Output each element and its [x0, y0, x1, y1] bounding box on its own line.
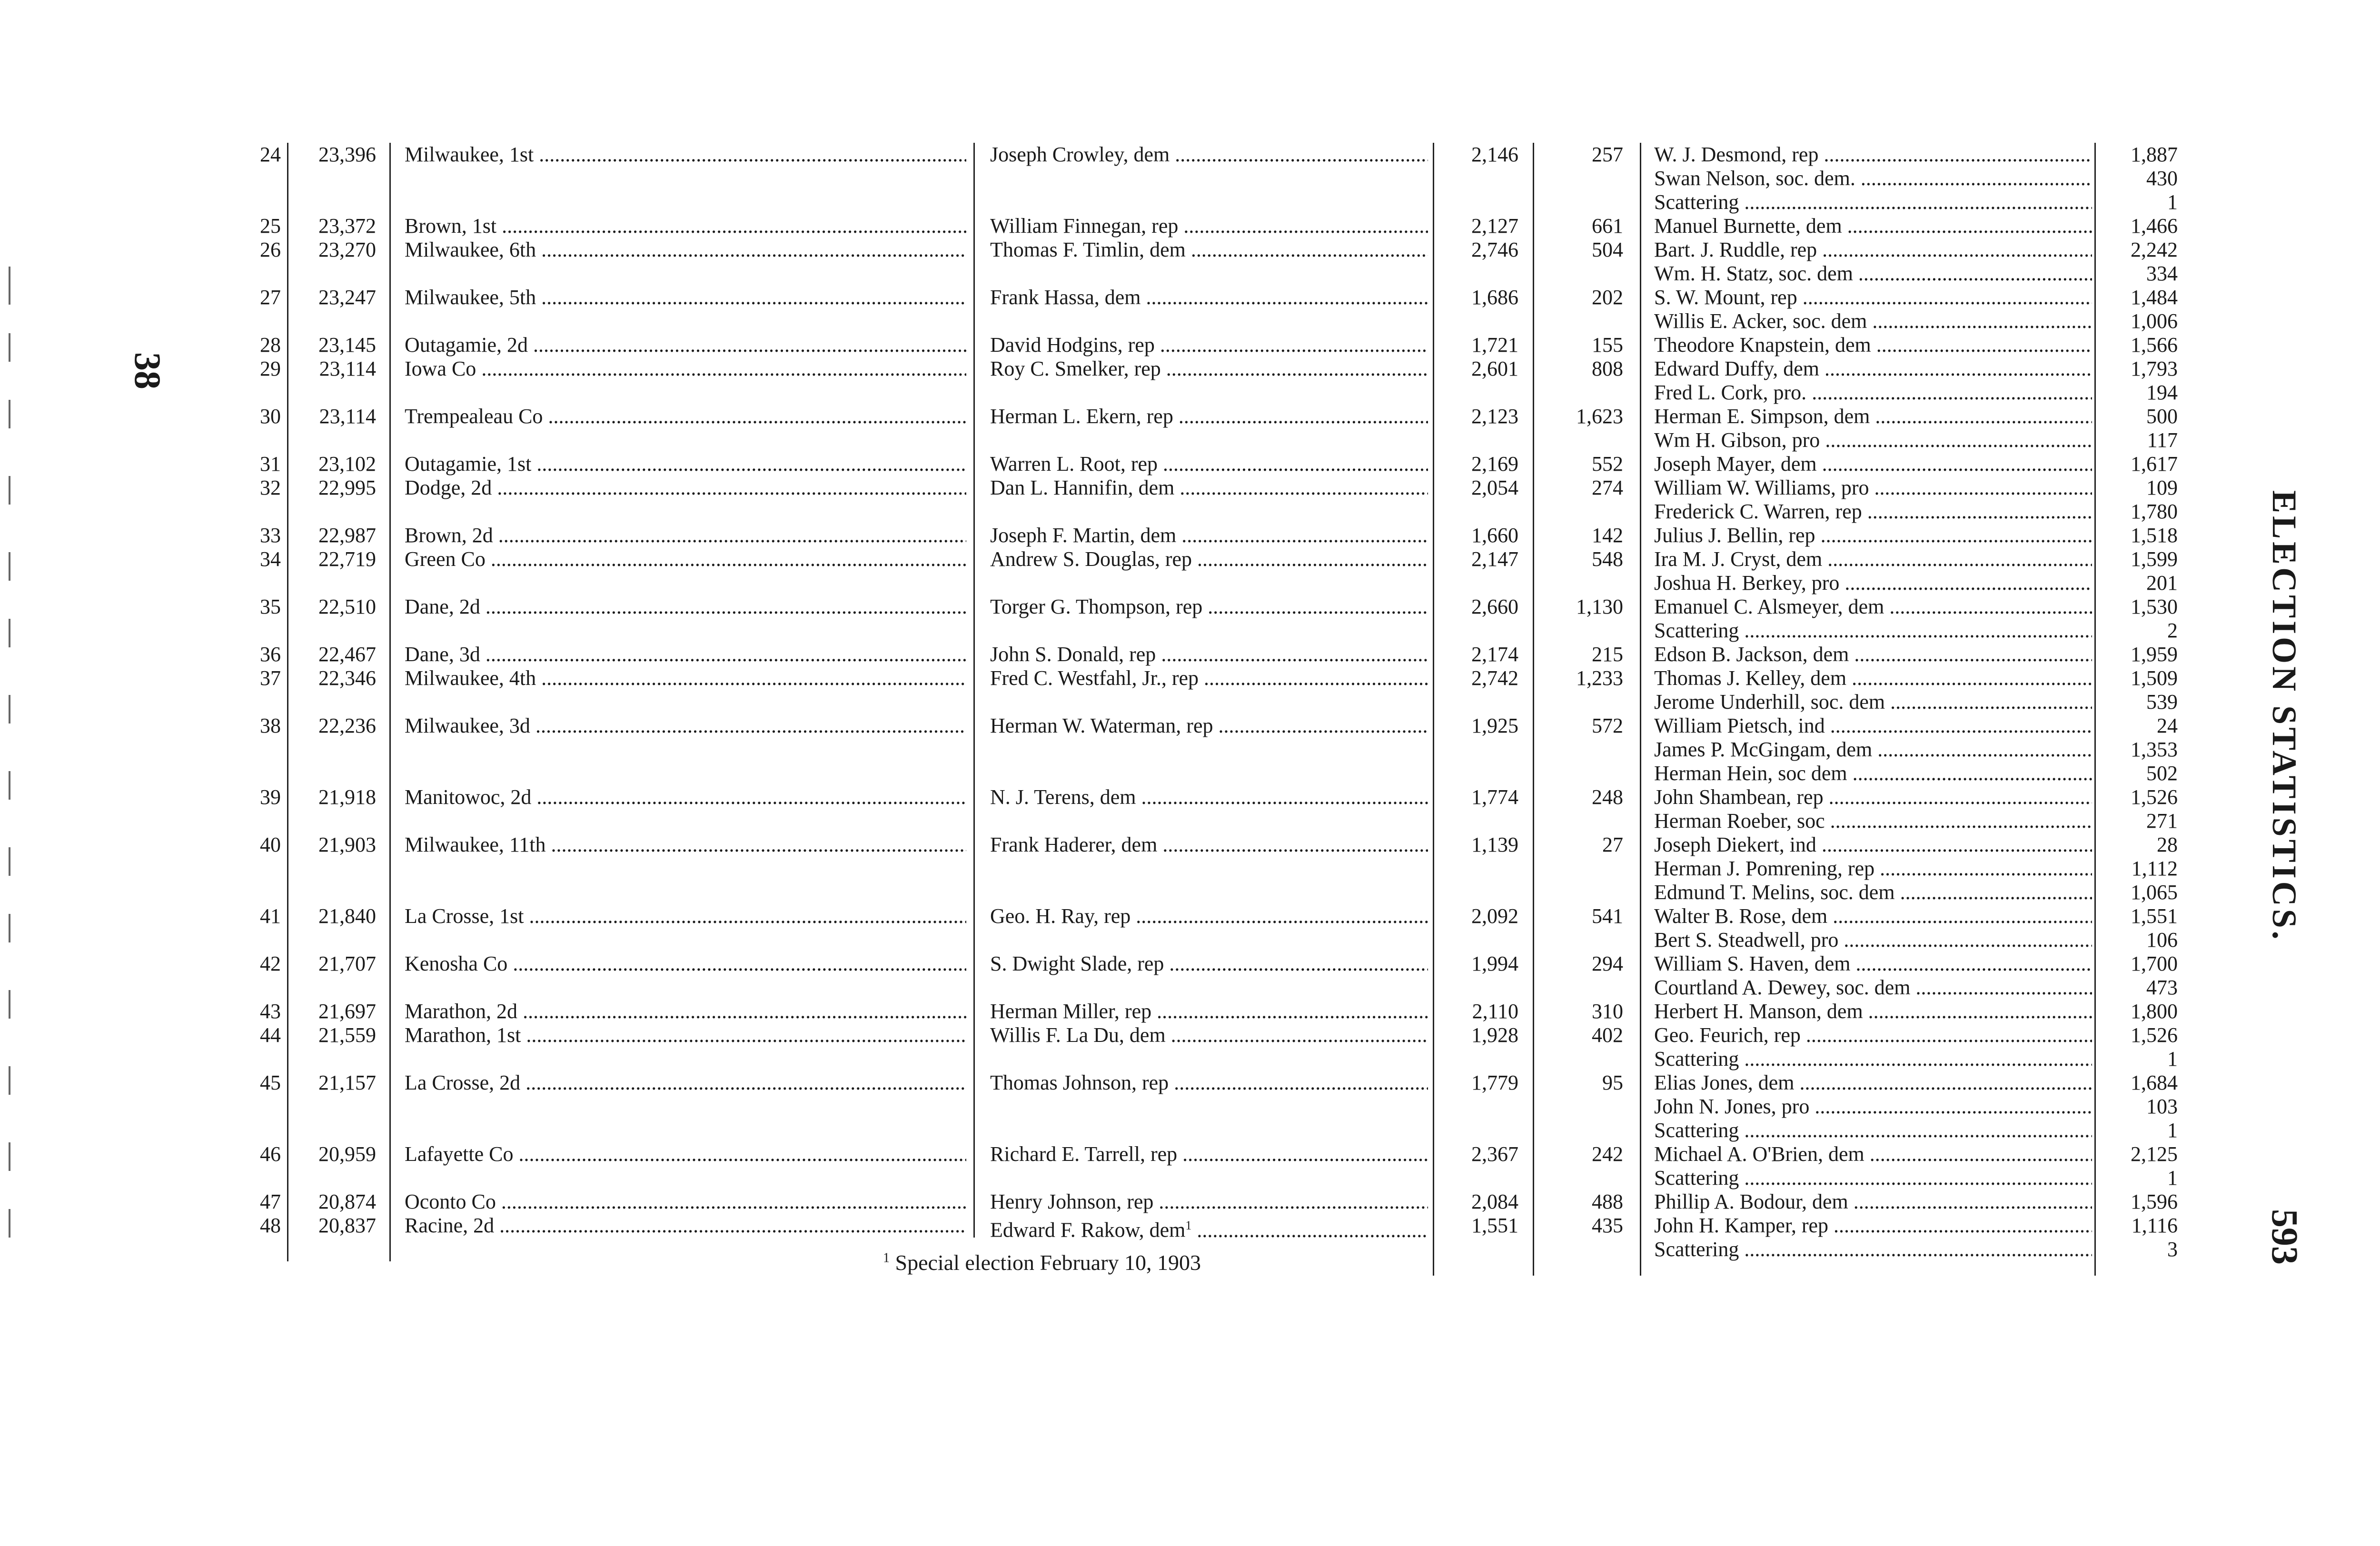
other-candidate: Phillip A. Bodour, dem .....: [1654, 1190, 2092, 1214]
row-rank: 48: [260, 1214, 281, 1237]
other-candidate-votes: 1,959: [2131, 643, 2178, 666]
other-candidate: Thomas J. Kelley, dem .....: [1654, 666, 2092, 690]
row-rank: 29: [260, 357, 281, 380]
row-population: 21,559: [318, 1023, 376, 1047]
row-population: 21,707: [318, 952, 376, 975]
row-plurality: 215: [1592, 643, 1623, 666]
other-candidate-votes: 1,700: [2131, 952, 2178, 975]
other-candidate-votes: 1,684: [2131, 1071, 2178, 1094]
row-population: 23,270: [318, 238, 376, 261]
other-candidate-votes: 1,116: [2131, 1214, 2178, 1237]
row-winner: Herman L. Ekern, rep .....: [990, 405, 1428, 428]
row-winner: Frank Haderer, dem .....: [990, 833, 1428, 857]
row-rank: 41: [260, 904, 281, 928]
other-candidate: Scattering .....: [1654, 1166, 2092, 1190]
row-rank: 42: [260, 952, 281, 975]
row-population: 21,918: [318, 785, 376, 809]
row-rank: 40: [260, 833, 281, 856]
row-rank: 26: [260, 238, 281, 261]
row-population: 22,719: [318, 547, 376, 571]
row-winner: Andrew S. Douglas, rep .....: [990, 547, 1428, 571]
other-candidate: Edward Duffy, dem .....: [1654, 357, 2092, 381]
row-district: Green Co .....: [405, 547, 966, 571]
row-winner-votes: 2,054: [1471, 476, 1518, 499]
row-plurality: 248: [1592, 785, 1623, 809]
row-winner: Warren L. Root, rep .....: [990, 452, 1428, 476]
margin-mark: [9, 847, 10, 876]
row-population: 21,157: [318, 1071, 376, 1094]
other-candidate: Scattering .....: [1654, 1119, 2092, 1142]
winner-footnote-marker: 1: [1185, 1219, 1192, 1232]
row-rank: 35: [260, 595, 281, 618]
row-rank: 34: [260, 547, 281, 571]
other-candidate-votes: 3: [2167, 1238, 2178, 1261]
row-winner: Torger G. Thompson, rep .....: [990, 595, 1428, 619]
other-candidate-votes: 103: [2146, 1095, 2178, 1118]
row-plurality: 257: [1592, 143, 1623, 166]
row-winner: Herman Miller, rep .....: [990, 1000, 1428, 1023]
other-candidate: Herman E. Simpson, dem .....: [1654, 405, 2092, 428]
other-candidate: Wm H. Gibson, pro .....: [1654, 428, 2092, 452]
row-plurality: 1,623: [1576, 405, 1623, 428]
margin-mark: [9, 1066, 10, 1095]
row-winner-votes: 2,084: [1471, 1190, 1518, 1213]
other-candidate-votes: 2: [2167, 619, 2178, 642]
other-candidate: Frederick C. Warren, rep .....: [1654, 500, 2092, 524]
other-candidate: Joseph Mayer, dem .....: [1654, 452, 2092, 476]
row-rank: 24: [260, 143, 281, 166]
row-district: Brown, 2d .....: [405, 524, 966, 547]
other-candidate: William W. Williams, pro .....: [1654, 476, 2092, 500]
row-winner-votes: 2,742: [1471, 666, 1518, 690]
other-candidate: John N. Jones, pro .....: [1654, 1095, 2092, 1119]
row-population: 23,247: [318, 286, 376, 309]
row-plurality: 661: [1592, 214, 1623, 238]
row-winner-votes: 1,721: [1471, 333, 1518, 357]
right-page-number: 593: [2264, 1209, 2306, 1265]
other-candidate: Herman Hein, soc dem .....: [1654, 762, 2092, 785]
row-plurality: 95: [1602, 1071, 1623, 1094]
row-plurality: 142: [1592, 524, 1623, 547]
row-plurality: 274: [1592, 476, 1623, 499]
row-rank: 32: [260, 476, 281, 499]
other-candidate: Bert S. Steadwell, pro .....: [1654, 928, 2092, 952]
row-district: Marathon, 2d .....: [405, 1000, 966, 1023]
row-district: Milwaukee, 6th .....: [405, 238, 966, 262]
row-winner: Joseph F. Martin, dem .....: [990, 524, 1428, 547]
other-candidate: Wm. H. Statz, soc. dem .....: [1654, 262, 2092, 286]
other-candidate-votes: 539: [2146, 690, 2178, 714]
row-winner-votes: 2,174: [1471, 643, 1518, 666]
other-candidate-votes: 1,793: [2131, 357, 2178, 380]
row-winner-votes: 2,123: [1471, 405, 1518, 428]
other-candidate: Herman Roeber, soc .....: [1654, 809, 2092, 833]
other-candidate: Ira M. J. Cryst, dem .....: [1654, 547, 2092, 571]
row-plurality: 435: [1592, 1214, 1623, 1237]
row-plurality: 310: [1592, 1000, 1623, 1023]
left-page-number: 38: [127, 352, 169, 389]
other-candidate-votes: 1,466: [2131, 214, 2178, 238]
other-candidate-votes: 1,518: [2131, 524, 2178, 547]
row-district: Manitowoc, 2d .....: [405, 785, 966, 809]
row-plurality: 294: [1592, 952, 1623, 975]
other-candidate: Edson B. Jackson, dem .....: [1654, 643, 2092, 666]
row-plurality: 155: [1592, 333, 1623, 357]
margin-mark: [9, 914, 10, 942]
other-candidate: William Pietsch, ind .....: [1654, 714, 2092, 738]
running-title: ELECTION STATISTICS.: [2265, 490, 2303, 942]
row-population: 20,874: [318, 1190, 376, 1213]
row-winner-votes: 1,774: [1471, 785, 1518, 809]
row-rank: 43: [260, 1000, 281, 1023]
other-candidate-votes: 1,353: [2131, 738, 2178, 761]
row-rank: 31: [260, 452, 281, 476]
row-winner-votes: 1,686: [1471, 286, 1518, 309]
row-rank: 30: [260, 405, 281, 428]
row-population: 22,510: [318, 595, 376, 618]
row-district: Brown, 1st .....: [405, 214, 966, 238]
other-candidate-votes: 1: [2167, 1119, 2178, 1142]
other-candidate: Julius J. Bellin, rep .....: [1654, 524, 2092, 547]
other-candidate-votes: 1: [2167, 190, 2178, 214]
row-population: 23,145: [318, 333, 376, 357]
margin-mark: [9, 1209, 10, 1238]
other-candidate: Fred L. Cork, pro. .....: [1654, 381, 2092, 405]
row-rank: 39: [260, 785, 281, 809]
other-candidate: Geo. Feurich, rep .....: [1654, 1023, 2092, 1047]
row-winner: Joseph Crowley, dem .....: [990, 143, 1428, 167]
margin-mark: [9, 695, 10, 723]
footnote: [883, 1250, 1201, 1275]
row-district: Kenosha Co .....: [405, 952, 966, 976]
other-candidate: Elias Jones, dem .....: [1654, 1071, 2092, 1095]
column-rule: [389, 143, 391, 1261]
row-plurality: 552: [1592, 452, 1623, 476]
other-candidate-votes: 201: [2146, 571, 2178, 595]
row-district: Trempealeau Co .....: [405, 405, 966, 428]
other-candidate-votes: 117: [2147, 428, 2178, 452]
other-candidate: Walter B. Rose, dem .....: [1654, 904, 2092, 928]
row-winner: Fred C. Westfahl, Jr., rep .....: [990, 666, 1428, 690]
other-candidate-votes: 1,800: [2131, 1000, 2178, 1023]
row-winner-votes: 1,994: [1471, 952, 1518, 975]
row-plurality: 504: [1592, 238, 1623, 261]
row-population: 23,396: [318, 143, 376, 166]
row-rank: 33: [260, 524, 281, 547]
other-candidate-votes: 1,526: [2131, 785, 2178, 809]
row-district: Milwaukee, 5th .....: [405, 286, 966, 309]
footnote-marker: 1: [883, 1250, 890, 1266]
row-district: Lafayette Co .....: [405, 1142, 966, 1166]
other-candidate-votes: 1,599: [2131, 547, 2178, 571]
other-candidate: Theodore Knapstein, dem .....: [1654, 333, 2092, 357]
other-candidate: Edmund T. Melins, soc. dem .....: [1654, 881, 2092, 904]
row-plurality: 808: [1592, 357, 1623, 380]
row-winner-votes: 1,139: [1471, 833, 1518, 856]
margin-mark: [9, 400, 10, 428]
row-rank: 27: [260, 286, 281, 309]
column-rule: [287, 143, 288, 1261]
other-candidate: Michael A. O'Brien, dem .....: [1654, 1142, 2092, 1166]
other-candidate: Jerome Underhill, soc. dem .....: [1654, 690, 2092, 714]
other-candidate-votes: 1,112: [2131, 857, 2178, 880]
row-winner-votes: 2,169: [1471, 452, 1518, 476]
row-rank: 25: [260, 214, 281, 238]
row-winner-votes: 2,092: [1471, 904, 1518, 928]
row-population: 22,236: [318, 714, 376, 737]
other-candidate-votes: 430: [2146, 167, 2178, 190]
row-winner-votes: 2,601: [1471, 357, 1518, 380]
other-candidate-votes: 1,566: [2131, 333, 2178, 357]
other-candidate-votes: 1,596: [2131, 1190, 2178, 1213]
row-population: 22,987: [318, 524, 376, 547]
winner-name: Edward F. Rakow, dem: [990, 1218, 1186, 1242]
row-winner: Frank Hassa, dem .....: [990, 286, 1428, 309]
other-candidate: Scattering .....: [1654, 1238, 2092, 1261]
row-winner-votes: 2,146: [1471, 143, 1518, 166]
row-winner: [990, 1214, 1428, 1242]
row-plurality: 541: [1592, 904, 1623, 928]
margin-mark: [9, 476, 10, 505]
row-population: 22,467: [318, 643, 376, 666]
other-candidate: Herbert H. Manson, dem .....: [1654, 1000, 2092, 1023]
row-winner-votes: 1,928: [1471, 1023, 1518, 1047]
margin-mark: [9, 267, 10, 305]
other-candidate-votes: 1,509: [2131, 666, 2178, 690]
other-candidate-votes: 28: [2157, 833, 2178, 856]
row-population: 21,840: [318, 904, 376, 928]
row-district: Dane, 2d .....: [405, 595, 966, 619]
other-candidate: Willis E. Acker, soc. dem .....: [1654, 309, 2092, 333]
row-plurality: 402: [1592, 1023, 1623, 1047]
other-candidate-votes: 502: [2146, 762, 2178, 785]
row-winner-votes: 1,779: [1471, 1071, 1518, 1094]
other-candidate-votes: 271: [2146, 809, 2178, 832]
other-candidate-votes: 500: [2146, 405, 2178, 428]
other-candidate: Courtland A. Dewey, soc. dem .....: [1654, 976, 2092, 1000]
row-plurality: 1,130: [1576, 595, 1623, 618]
row-winner-votes: 2,127: [1471, 214, 1518, 238]
other-candidate: Scattering .....: [1654, 619, 2092, 643]
row-district: Outagamie, 2d .....: [405, 333, 966, 357]
row-population: 23,114: [319, 357, 376, 380]
row-winner-votes: 2,110: [1472, 1000, 1518, 1023]
row-winner-votes: 1,551: [1471, 1214, 1518, 1237]
column-rule: [973, 143, 975, 1238]
row-winner-votes: 2,367: [1471, 1142, 1518, 1166]
footnote-text: Special election February 10, 1903: [895, 1250, 1201, 1275]
row-winner-votes: 2,660: [1471, 595, 1518, 618]
other-candidate-votes: 1,617: [2131, 452, 2178, 476]
column-rule: [1433, 143, 1434, 1276]
row-district: Milwaukee, 3d .....: [405, 714, 966, 738]
row-population: 21,697: [318, 1000, 376, 1023]
row-district: Milwaukee, 4th .....: [405, 666, 966, 690]
row-population: 23,114: [319, 405, 376, 428]
row-winner: John S. Donald, rep .....: [990, 643, 1428, 666]
other-candidate-votes: 1,006: [2131, 309, 2178, 333]
other-candidate-votes: 1,551: [2131, 904, 2178, 928]
other-candidate: Bart. J. Ruddle, rep .....: [1654, 238, 2092, 262]
row-plurality: 1,233: [1576, 666, 1623, 690]
row-rank: 47: [260, 1190, 281, 1213]
column-rule: [1640, 143, 1641, 1276]
other-candidate: Emanuel C. Alsmeyer, dem .....: [1654, 595, 2092, 619]
row-winner-votes: 2,147: [1471, 547, 1518, 571]
row-population: 22,995: [318, 476, 376, 499]
row-winner: Henry Johnson, rep .....: [990, 1190, 1428, 1214]
row-plurality: 488: [1592, 1190, 1623, 1213]
row-population: 20,837: [318, 1214, 376, 1237]
other-candidate-votes: 194: [2146, 381, 2178, 404]
row-district: Iowa Co .....: [405, 357, 966, 381]
row-winner: William Finnegan, rep .....: [990, 214, 1428, 238]
other-candidate: Joshua H. Berkey, pro .....: [1654, 571, 2092, 595]
row-district: Dane, 3d .....: [405, 643, 966, 666]
row-winner: Herman W. Waterman, rep .....: [990, 714, 1428, 738]
row-plurality: 548: [1592, 547, 1623, 571]
row-winner: N. J. Terens, dem .....: [990, 785, 1428, 809]
row-winner: Roy C. Smelker, rep .....: [990, 357, 1428, 381]
row-district: La Crosse, 2d .....: [405, 1071, 966, 1095]
row-rank: 46: [260, 1142, 281, 1166]
margin-mark: [9, 552, 10, 581]
row-district: Racine, 2d .....: [405, 1214, 966, 1238]
other-candidate-votes: 106: [2146, 928, 2178, 951]
row-winner-votes: 1,925: [1471, 714, 1518, 737]
row-rank: 45: [260, 1071, 281, 1094]
row-district: Marathon, 1st .....: [405, 1023, 966, 1047]
other-candidate-votes: 1,887: [2131, 143, 2178, 166]
other-candidate: John H. Kamper, rep .....: [1654, 1214, 2092, 1238]
other-candidate: John Shambean, rep .....: [1654, 785, 2092, 809]
row-population: 23,372: [318, 214, 376, 238]
other-candidate: Herman J. Pomrening, rep .....: [1654, 857, 2092, 881]
row-winner: Thomas F. Timlin, dem .....: [990, 238, 1428, 262]
other-candidate: Scattering .....: [1654, 1047, 2092, 1071]
other-candidate: William S. Haven, dem .....: [1654, 952, 2092, 976]
other-candidate: Swan Nelson, soc. dem. .....: [1654, 167, 2092, 190]
other-candidate: Manuel Burnette, dem .....: [1654, 214, 2092, 238]
row-winner: Geo. H. Ray, rep .....: [990, 904, 1428, 928]
other-candidate-votes: 1,065: [2131, 881, 2178, 904]
row-population: 23,102: [318, 452, 376, 476]
row-population: 22,346: [318, 666, 376, 690]
other-candidate: W. J. Desmond, rep .....: [1654, 143, 2092, 167]
row-district: Milwaukee, 1st .....: [405, 143, 966, 167]
row-rank: 38: [260, 714, 281, 737]
column-rule: [2094, 143, 2096, 1276]
row-district: La Crosse, 1st .....: [405, 904, 966, 928]
other-candidate-votes: 109: [2146, 476, 2178, 499]
row-district: Outagamie, 1st .....: [405, 452, 966, 476]
row-winner: Richard E. Tarrell, rep .....: [990, 1142, 1428, 1166]
row-district: Oconto Co .....: [405, 1190, 966, 1214]
row-winner-votes: 1,660: [1471, 524, 1518, 547]
row-winner: David Hodgins, rep .....: [990, 333, 1428, 357]
row-winner: Dan L. Hannifin, dem .....: [990, 476, 1428, 500]
margin-mark: [9, 771, 10, 800]
margin-mark: [9, 619, 10, 647]
row-rank: 28: [260, 333, 281, 357]
other-candidate-votes: 1,530: [2131, 595, 2178, 618]
margin-mark: [9, 333, 10, 362]
row-district: Dodge, 2d .....: [405, 476, 966, 500]
other-candidate-votes: 24: [2157, 714, 2178, 737]
other-candidate-votes: 1: [2167, 1047, 2178, 1070]
other-candidate: Scattering .....: [1654, 190, 2092, 214]
other-candidate-votes: 473: [2146, 976, 2178, 999]
row-winner-votes: 2,746: [1471, 238, 1518, 261]
other-candidate-votes: 2,125: [2131, 1142, 2178, 1166]
row-winner: Willis F. La Du, dem .....: [990, 1023, 1428, 1047]
other-candidate-votes: 1,526: [2131, 1023, 2178, 1047]
row-plurality: 242: [1592, 1142, 1623, 1166]
row-plurality: 572: [1592, 714, 1623, 737]
other-candidate-votes: 1: [2167, 1166, 2178, 1189]
other-candidate: S. W. Mount, rep .....: [1654, 286, 2092, 309]
row-district: Milwaukee, 11th .....: [405, 833, 966, 857]
row-rank: 37: [260, 666, 281, 690]
row-winner: S. Dwight Slade, rep .....: [990, 952, 1428, 976]
row-population: 21,903: [318, 833, 376, 856]
other-candidate-votes: 334: [2146, 262, 2178, 285]
other-candidate-votes: 2,242: [2131, 238, 2178, 261]
margin-mark: [9, 990, 10, 1019]
column-rule: [1533, 143, 1534, 1276]
row-winner: Thomas Johnson, rep .....: [990, 1071, 1428, 1095]
other-candidate-votes: 1,780: [2131, 500, 2178, 523]
row-rank: 44: [260, 1023, 281, 1047]
other-candidate: Joseph Diekert, ind .....: [1654, 833, 2092, 857]
margin-mark: [9, 1142, 10, 1171]
row-plurality: 202: [1592, 286, 1623, 309]
row-rank: 36: [260, 643, 281, 666]
other-candidate-votes: 1,484: [2131, 286, 2178, 309]
row-population: 20,959: [318, 1142, 376, 1166]
other-candidate: James P. McGingam, dem .....: [1654, 738, 2092, 762]
row-plurality: 27: [1602, 833, 1623, 856]
